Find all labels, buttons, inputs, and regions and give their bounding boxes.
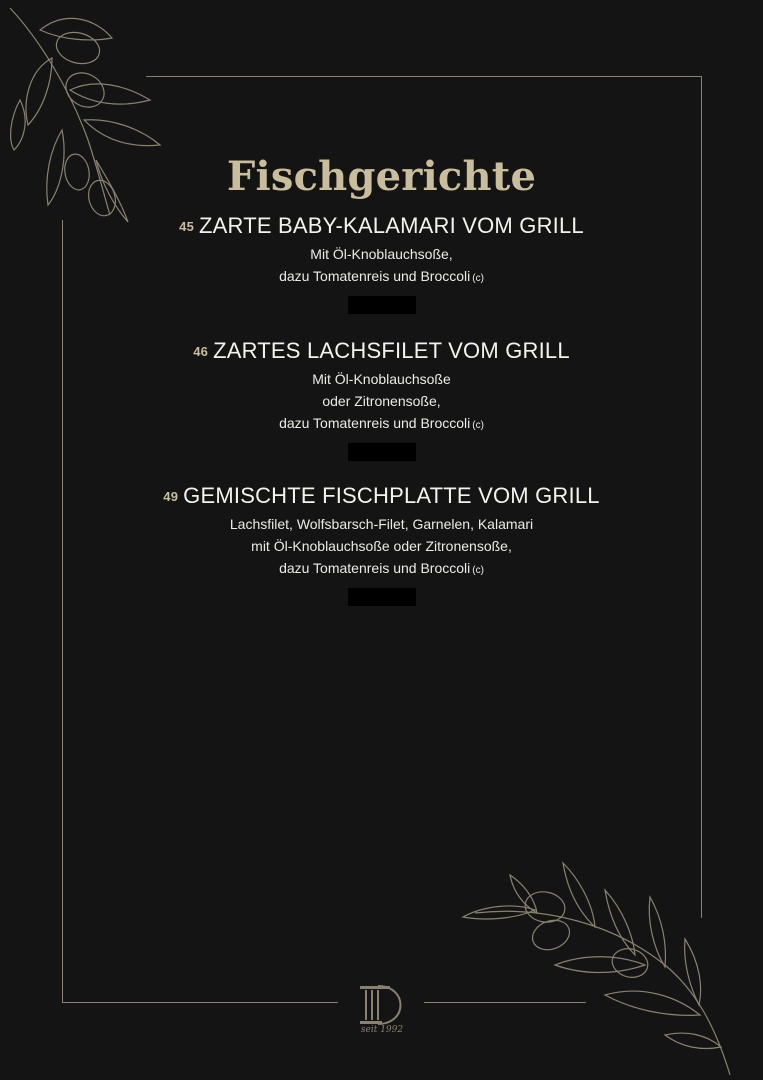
dish-number: 45 [179,219,195,234]
dish-name: GEMISCHTE FISCHPLATTE VOM GRILL [183,483,600,508]
price-redacted [348,443,416,461]
dish-description-line [0,412,763,437]
dish-heading [0,212,763,241]
dish-description-line: mit Öl-Knoblauchsoße oder Zitronensoße, [251,538,512,554]
allergen-note: (c) [472,565,484,576]
dish-description [0,368,763,437]
olive-branch-icon [455,855,755,1080]
page-title: Fischgerichte [226,152,537,200]
dish-name: ZARTE BABY-KALAMARI VOM GRILL [199,213,584,238]
frame-top-line [146,76,702,77]
dish-description-line [0,265,763,290]
dish-description-text: dazu Tomatenreis und Broccoli [279,415,471,431]
dish-description-line: Mit Öl-Knoblauchsoße, [310,246,453,262]
dish-item [0,212,763,319]
dish-description [0,513,763,582]
price-redacted [348,588,416,606]
dish-number: 46 [193,344,209,359]
dish-heading [0,482,763,511]
dish-description-text: dazu Tomatenreis und Broccoli [279,560,471,576]
dish-item [0,337,763,466]
allergen-note: (c) [472,420,484,431]
frame-bottom-left-line [62,1002,338,1003]
dish-number: 49 [163,489,179,504]
price-redacted [348,296,416,314]
dish-description-line: Lachsfilet, Wolfsbarsch-Filet, Garnelen, Kalamari [229,516,534,532]
dish-description-line [0,557,763,582]
dish-description-text: dazu Tomatenreis und Broccoli [279,268,471,284]
dish-description [0,243,763,290]
dish-description-line: oder Zitronensoße, [322,393,441,409]
dish-item [0,482,763,611]
dish-heading [0,337,763,366]
dish-name: ZARTES LACHSFILET VOM GRILL [213,338,570,363]
dish-description-line: Mit Öl-Knoblauchsoße [312,371,451,387]
allergen-note: (c) [472,273,484,284]
logo-tagline: seit 1992 [360,1025,404,1035]
